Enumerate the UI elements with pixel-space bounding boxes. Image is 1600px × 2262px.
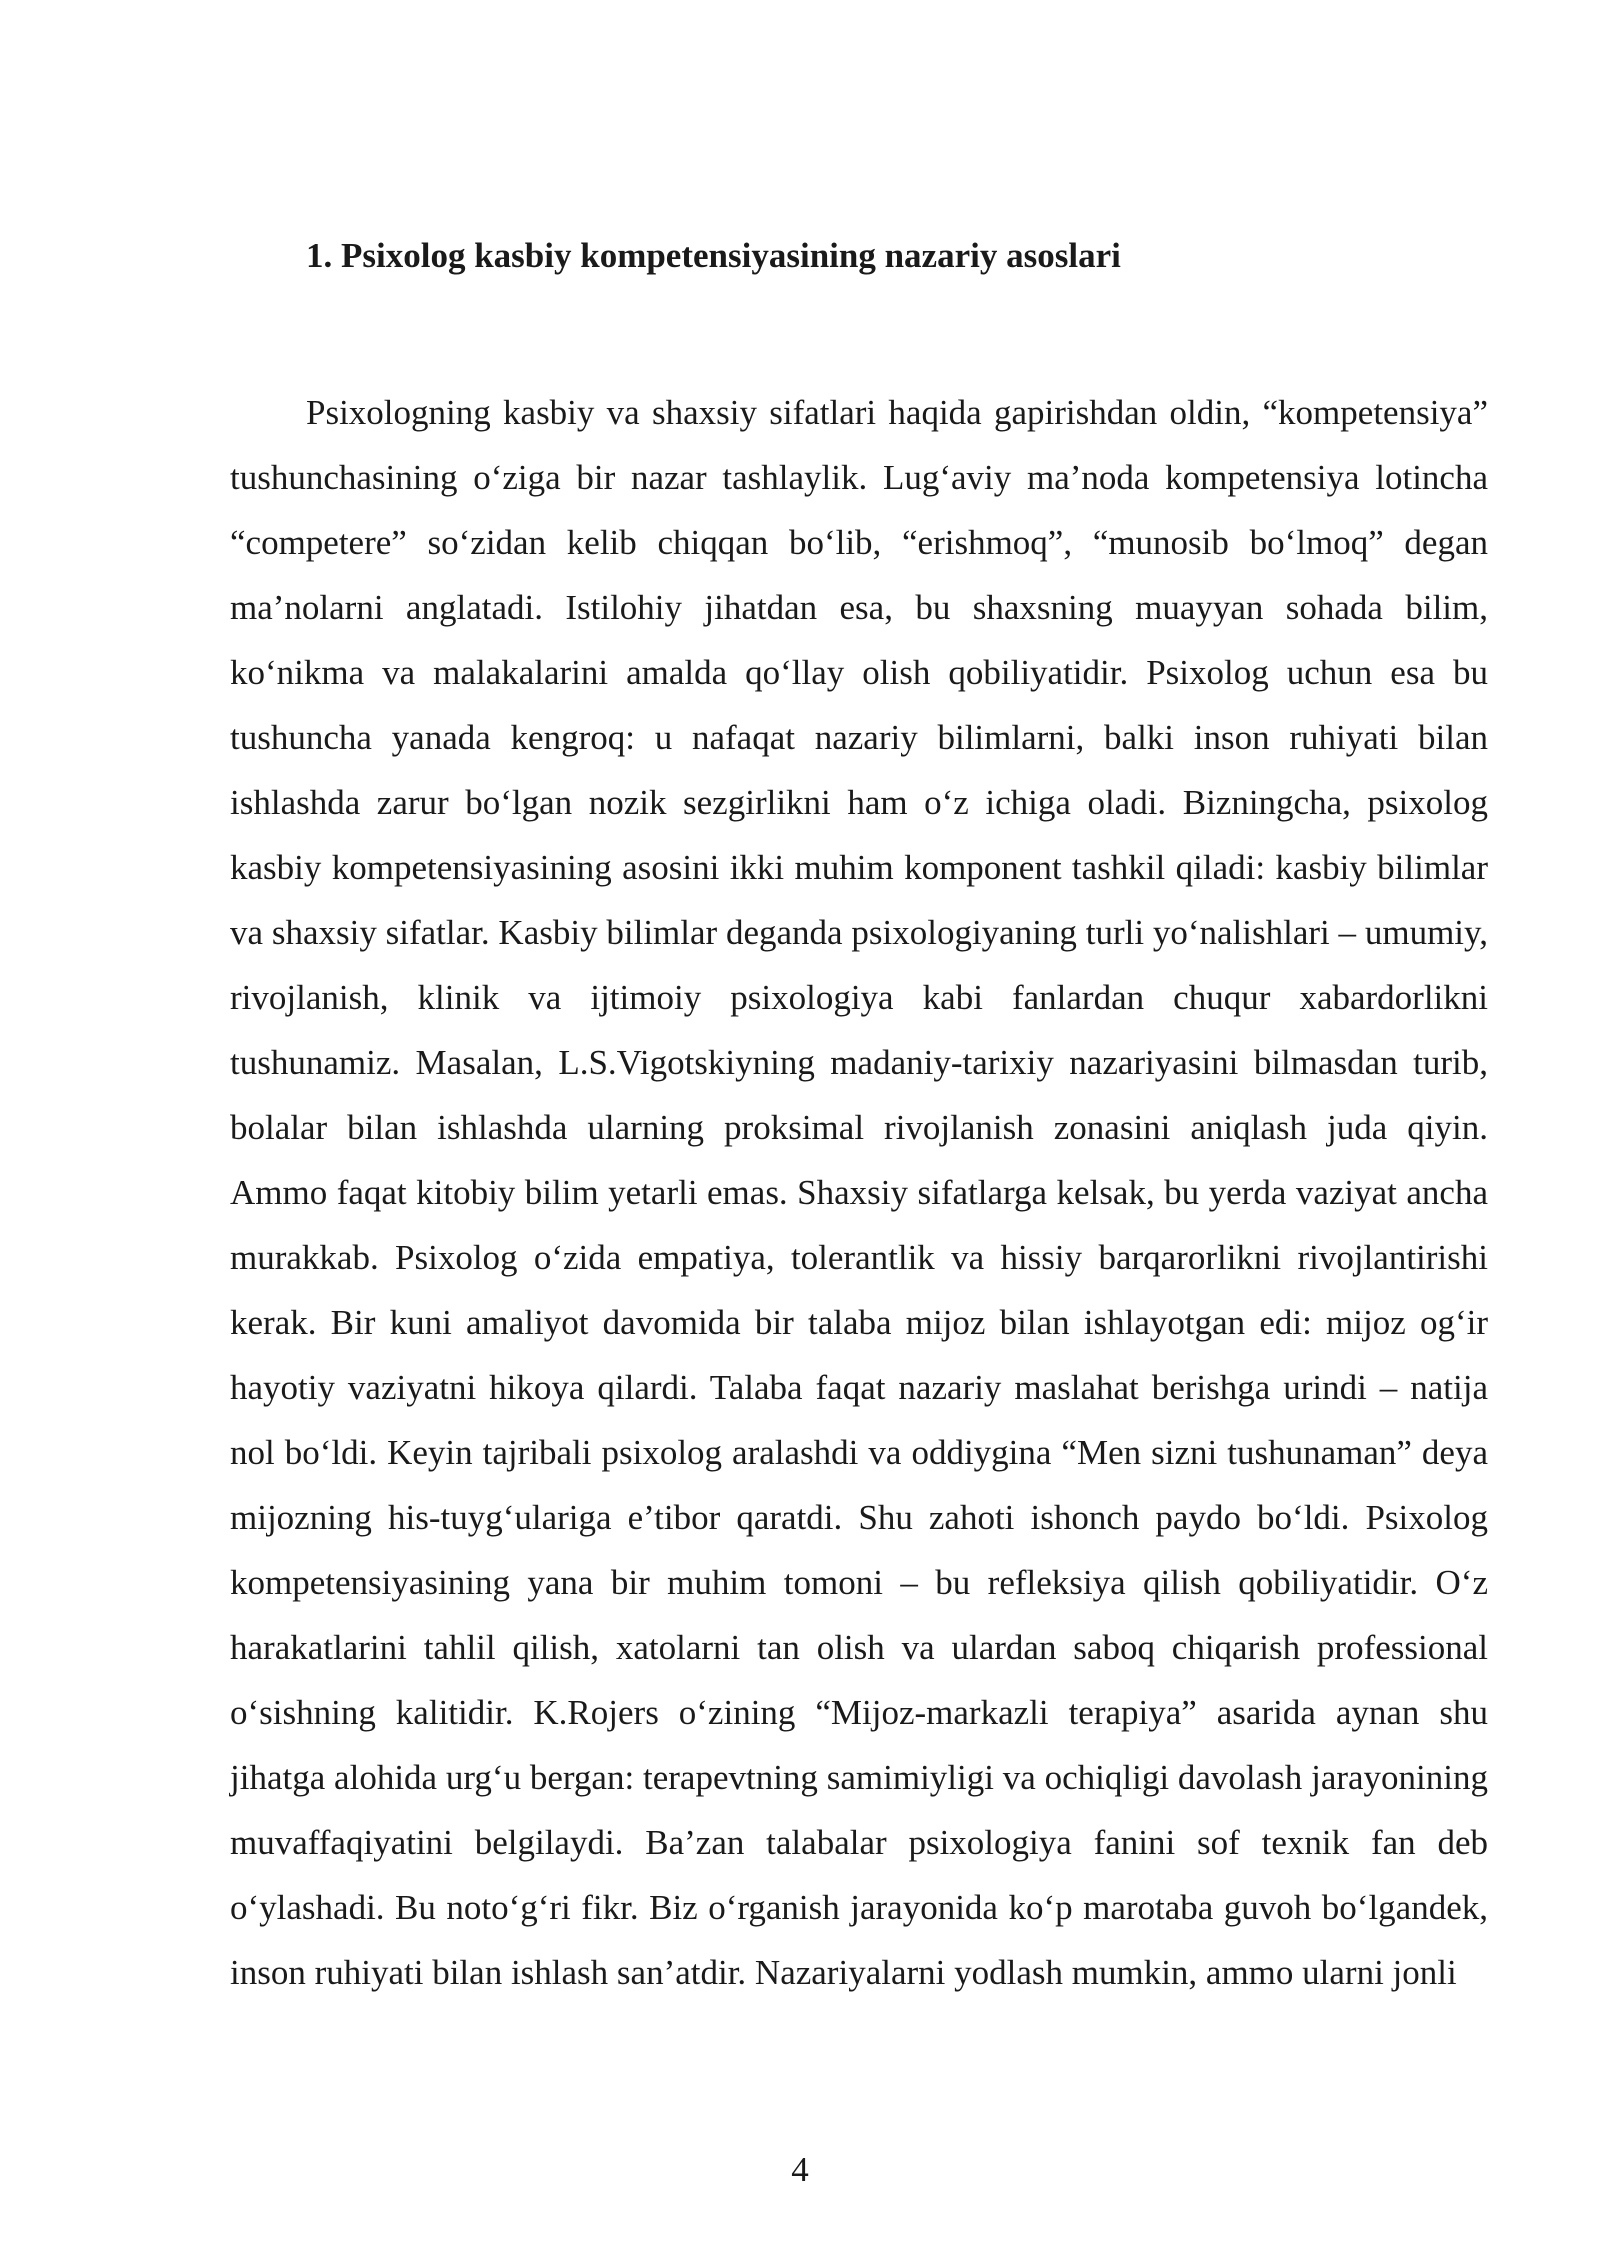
page-number: 4 [791, 2150, 809, 2189]
body-paragraph: Psixologning kasbiy va shaxsiy sifatlari haqida gapirishdan oldin, “kompetensiya” tushunchasining o‘ziga bir nazar tashlaylik. Lug‘aviy ma’noda kompetensiya lotincha “competere” so‘zidan kelib chiqqan bo‘lib, “erishmoq”, “munosib bo‘lmoq” degan ma’nolarni anglatadi. Istilohiy jihatdan esa, bu shaxsning muayyan sohada bilim, ko‘nikma va malakalarini amalda qo‘llay olish qobiliyatidir. Psixolog uchun esa bu tushuncha yanada kengroq: u nafaqat nazariy bilimlarni, balki inson ruhiyati bilan ishlashda zarur bo‘lgan nozik sezgirlikni ham o‘z ichiga oladi. Bizningcha, psixolog kasbiy kompetensiyasining asosini ikki muhim komponent tashkil qiladi: kasbiy bilimlar va shaxsiy sifatlar. Kasbiy bilimlar deganda psixologiyaning turli yo‘nalishlari – umumiy, rivojlanish, klinik va ijtimoiy psixologiya kabi fanlardan chuqur xabardorlikni tushunamiz. Masalan, L.S.Vigotskiyning madaniy-tarixiy nazariyasini bilmasdan turib, bolalar bilan ishlashda ularning proksimal rivojlanish zonasini aniqlash juda qiyin. Ammo faqat kitobiy bilim yetarli emas. Shaxsiy sifatlarga kelsak, bu yerda vaziyat ancha murakkab. Psixolog o‘zida empatiya, tolerantlik va hissiy barqarorlikni rivojlantirishi kerak. Bir kuni amaliyot davomida bir talaba mijoz bilan ishlayotgan edi: mijoz og‘ir hayotiy vaziyatni hikoya qilardi. Talaba faqat nazariy maslahat berishga urindi – natija nol bo‘ldi. Keyin tajribali psixolog aralashdi va oddiygina “Men sizni tushunaman” deya mijozning his-tuyg‘ulariga e’tibor qaratdi. Shu zahoti ishonch paydo bo‘ldi. Psixolog kompetensiyasining yana bir muhim tomoni – bu refleksiya qilish qobiliyatidir. O‘z harakatlarini tahlil qilish, xatolarni tan olish va ulardan saboq chiqarish professional o‘sishning kalitidir. K.Rojers o‘zining “Mijoz-markazli terapiya” asarida aynan shu jihatga alohida urg‘u bergan: terapevtning samimiyligi va ochiqligi davolash jarayonining muvaffaqiyatini belgilaydi. Ba’zan talabalar psixologiya fanini sof texnik fan deb o‘ylashadi. Bu noto‘g‘ri fikr. Biz o‘rganish jarayonida ko‘p marotaba guvoh bo‘lgandek, inson ruhiyati bilan ishlash san’atdir. Nazariyalarni yodlash mumkin, ammo ularni jonli [230, 393, 1488, 1992]
section-heading: 1. Psixolog kasbiy kompetensiyasining nazariy asoslari [306, 236, 1121, 275]
